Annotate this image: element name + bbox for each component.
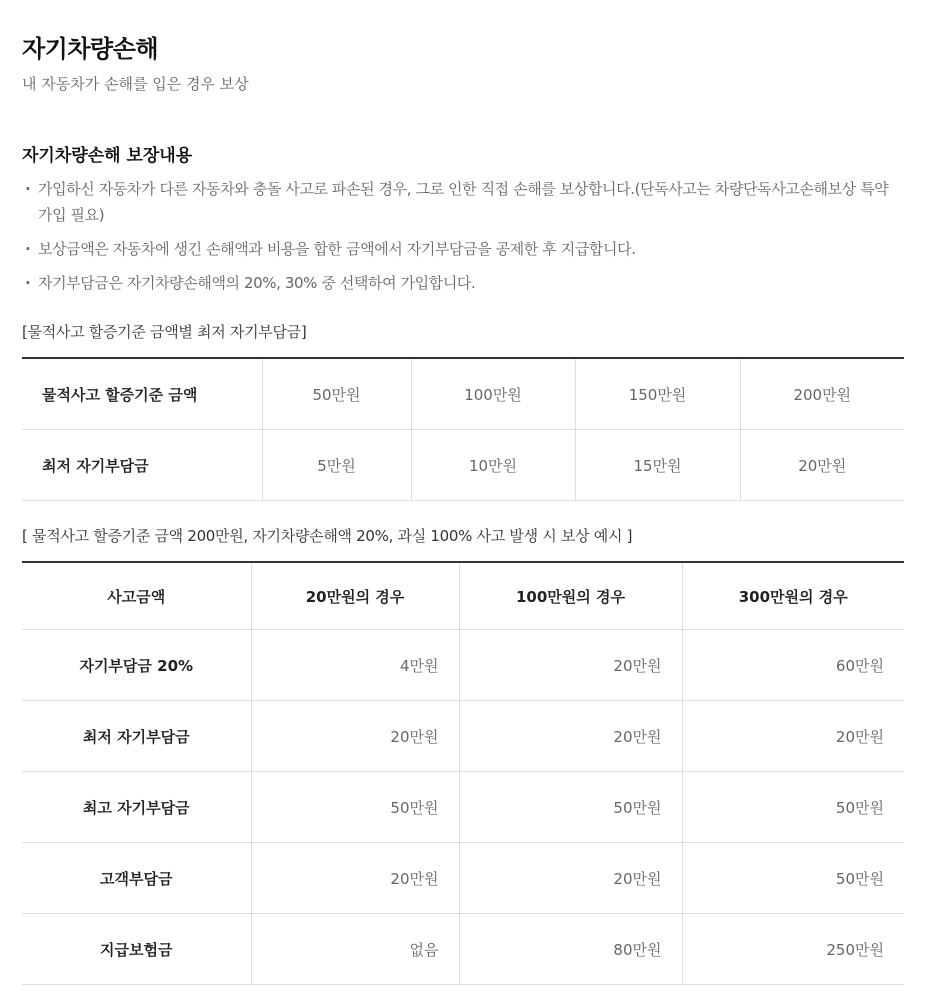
table-cell: 20만원	[459, 630, 682, 701]
min-deductible-table-caption: [물적사고 할증기준 금액별 최저 자기부담금]	[22, 323, 307, 341]
column-header: 사고금액	[22, 562, 251, 630]
table-row	[22, 914, 904, 985]
table-cell: 50만원	[262, 358, 411, 430]
column-header: 300만원의 경우	[682, 562, 904, 630]
row-header: 자기부담금 20%	[22, 630, 251, 701]
row-header: 물적사고 할증기준 금액	[22, 358, 262, 430]
table-cell: 200만원	[740, 358, 904, 430]
row-header: 지급보험금	[22, 914, 251, 985]
table-cell: 50만원	[251, 772, 459, 843]
table-cell: 100만원	[411, 358, 575, 430]
table-cell: 10만원	[411, 430, 575, 501]
row-header: 고객부담금	[22, 843, 251, 914]
example-table-caption: [ 물적사고 할증기준 금액 200만원, 자기차량손해액 20%, 과실 100% 사고 발생 시 보상 예시 ]	[22, 527, 633, 545]
table-cell: 50만원	[682, 843, 904, 914]
table-cell: 20만원	[740, 430, 904, 501]
table-row	[22, 430, 904, 501]
table-cell: 20만원	[459, 701, 682, 772]
table-header-row	[22, 562, 904, 630]
table-cell: 20만원	[682, 701, 904, 772]
table-row	[22, 630, 904, 701]
table-cell: 50만원	[459, 772, 682, 843]
table-cell: 60만원	[682, 630, 904, 701]
column-header: 20만원의 경우	[251, 562, 459, 630]
table-row	[22, 358, 904, 430]
row-header: 최저 자기부담금	[22, 430, 262, 501]
table-cell: 없음	[251, 914, 459, 985]
table-cell: 150만원	[575, 358, 740, 430]
row-header: 최저 자기부담금	[22, 701, 251, 772]
page-subtitle: 내 자동차가 손해를 입은 경우 보상	[22, 75, 249, 93]
column-header: 100만원의 경우	[459, 562, 682, 630]
table-cell: 80만원	[459, 914, 682, 985]
coverage-bullet: · 보상금액은 자동차에 생긴 손해액과 비용을 합한 금액에서 자기부담금을 공제한 후 지급합니다.	[22, 236, 904, 262]
table-row	[22, 772, 904, 843]
table-cell: 250만원	[682, 914, 904, 985]
coverage-bullet: · 가입하신 자동차가 다른 자동차와 충돌 사고로 파손된 경우, 그로 인한 직접 손해를 보상합니다.(단독사고는 차량단독사고손해보상 특약 가입 필요)	[22, 176, 904, 228]
table-row	[22, 701, 904, 772]
coverage-section-title: 자기차량손해 보장내용	[22, 146, 193, 167]
table-cell: 20만원	[459, 843, 682, 914]
row-header: 최고 자기부담금	[22, 772, 251, 843]
page-title: 자기차량손해	[22, 35, 159, 64]
coverage-bullet-list	[22, 176, 904, 304]
table-cell: 5만원	[262, 430, 411, 501]
table-cell: 4만원	[251, 630, 459, 701]
table-cell: 20만원	[251, 701, 459, 772]
table-cell: 50만원	[682, 772, 904, 843]
coverage-bullet: · 자기부담금은 자기차량손해액의 20%, 30% 중 선택하여 가입합니다.	[22, 270, 904, 296]
table-cell: 20만원	[251, 843, 459, 914]
table-row	[22, 843, 904, 914]
compensation-example-table	[22, 561, 904, 985]
min-deductible-table	[22, 357, 904, 501]
table-cell: 15만원	[575, 430, 740, 501]
